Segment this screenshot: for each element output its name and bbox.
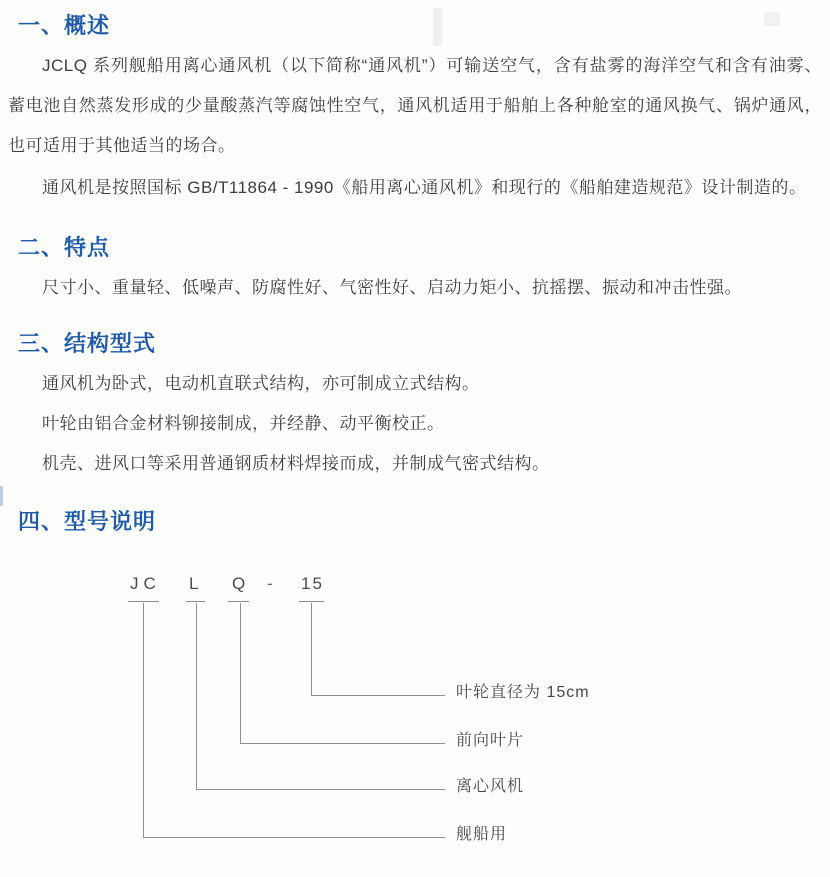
leader-line-horizontal-size [311, 695, 445, 696]
model-code-dash: - [267, 574, 275, 593]
overview-paragraph-2: 通风机是按照国标 GB/T11864 - 1990《船用离心通风机》和现行的《船舶建造规范》设计制造的。 [42, 178, 807, 197]
section-heading-overview: 一、概述 [18, 13, 111, 38]
leader-line-horizontal-type [196, 789, 445, 790]
section-heading-structure: 三、结构型式 [18, 331, 157, 356]
model-code-type-letter: L [189, 574, 201, 593]
underline-type [186, 601, 205, 602]
model-code-size-number: 15 [301, 574, 324, 593]
label-impeller-diameter: 叶轮直径为 15cm [456, 684, 590, 701]
underline-blade [228, 601, 249, 602]
leader-line-horizontal-blade [240, 743, 445, 744]
section-heading-features: 二、特点 [18, 235, 111, 260]
features-paragraph: 尺寸小、重量轻、低噪声、防腐性好、气密性好、启动力矩小、抗摇摆、振动和冲击性强。 [42, 278, 742, 297]
leader-line-vertical-series [143, 603, 144, 837]
structure-paragraph-3: 机壳、进风口等采用普通钢质材料焊接而成，并制成气密式结构。 [42, 454, 550, 473]
leader-line-vertical-size [311, 603, 312, 695]
structure-paragraph-2: 叶轮由铝合金材料铆接制成，并经静、动平衡校正。 [42, 414, 445, 433]
label-centrifugal-fan: 离心风机 [456, 778, 525, 795]
model-code-diagram [0, 560, 830, 877]
underline-size [299, 601, 324, 602]
model-code-series-letters: JC [130, 574, 161, 593]
section-heading-model: 四、型号说明 [18, 509, 157, 534]
model-code-blade-letter: Q [232, 574, 248, 593]
leader-line-vertical-type [196, 603, 197, 789]
leader-line-vertical-blade [240, 603, 241, 743]
structure-paragraph-1: 通风机为卧式，电动机直联式结构，亦可制成立式结构。 [42, 374, 480, 393]
leader-line-horizontal-series [143, 837, 445, 838]
overview-paragraph-1: JCLQ 系列舰船用离心通风机（以下简称“通风机”）可输送空气，含有盐雾的海洋空气和含有油雾、蓄电池自然蒸发形成的少量酸蒸汽等腐蚀性空气，通风机适用于船舶上各种舱室的通风换气、锅炉通风，也可适用于其他适当的场合。 [8, 56, 822, 155]
label-forward-blade: 前向叶片 [456, 732, 525, 749]
underline-series [128, 601, 159, 602]
label-naval-use: 舰船用 [456, 826, 508, 843]
